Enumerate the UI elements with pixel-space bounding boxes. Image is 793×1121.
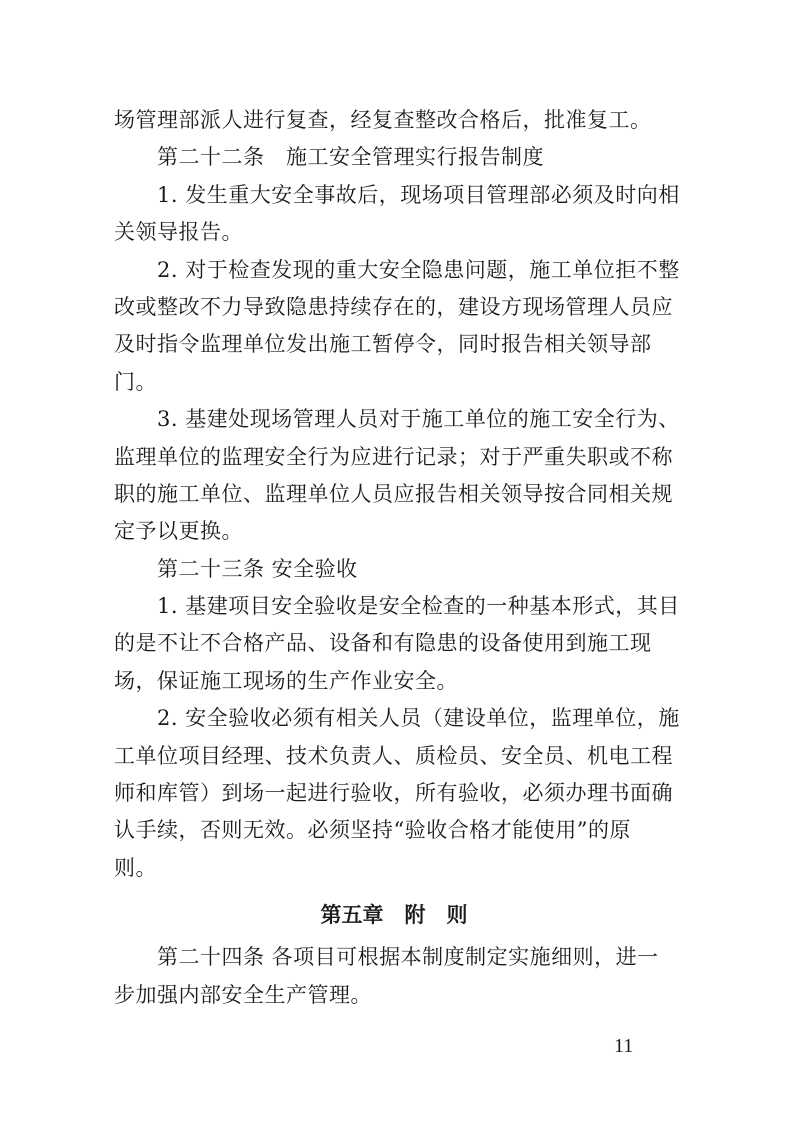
text-line: 师和库管）到场一起进行验收，所有验收，必须办理书面确 (114, 781, 673, 806)
text-line: 1. 发生重大安全事故后，现场项目管理部必须及时向相 (157, 182, 680, 207)
text-line: 监理单位的监理安全行为应进行记录；对于严重失职或不称 (114, 444, 673, 469)
text-line: 工单位项目经理、技术负责人、质检员、安全员、机电工程 (114, 743, 673, 768)
text-line: 第二十二条 施工安全管理实行报告制度 (157, 145, 544, 170)
text-line: 1. 基建项目安全验收是安全检查的一种基本形式，其目 (157, 594, 680, 619)
text-line: 改或整改不力导致隐患持续存在的，建设方现场管理人员应 (114, 294, 673, 319)
text-line: 职的施工单位、监理单位人员应报告相关领导按合同相关规 (114, 481, 673, 506)
document-body (114, 102, 680, 1014)
closing-text-section (114, 939, 674, 1014)
text-line: 2. 安全验收必须有相关人员（建设单位，监理单位，施 (157, 706, 680, 731)
text-line: 场管理部派人进行复查，经复查整改合格后，批准复工。 (114, 108, 652, 132)
page-number: 11 (614, 1035, 634, 1057)
body-text-section (114, 102, 680, 887)
text-line: 定予以更换。 (114, 519, 243, 544)
text-line: 门。 (114, 369, 157, 394)
text-line: 场，保证施工现场的生产作业安全。 (114, 668, 458, 693)
text-line: 的是不让不合格产品、设备和有隐患的设备使用到施工现 (114, 631, 652, 656)
text-line: 第二十三条 安全验收 (157, 556, 358, 581)
text-line: 3. 基建处现场管理人员对于施工单位的施工安全行为、 (157, 407, 680, 432)
text-line: 第二十四条 各项目可根据本制度制定实施细则，进一 (157, 945, 659, 970)
chapter-heading (114, 893, 674, 937)
text-line: 步加强内部安全生产管理。 (114, 982, 372, 1007)
chapter-heading-text: 第五章 附 则 (320, 903, 468, 928)
text-line: 认手续，否则无效。必须坚持“验收合格才能使用”的原 (114, 818, 631, 843)
text-line: 关领导报告。 (114, 220, 243, 245)
text-line: 则。 (114, 855, 157, 880)
text-line: 及时指令监理单位发出施工暂停令，同时报告相关领导部 (114, 332, 652, 357)
text-line: 2. 对于检查发现的重大安全隐患问题，施工单位拒不整 (157, 257, 680, 282)
